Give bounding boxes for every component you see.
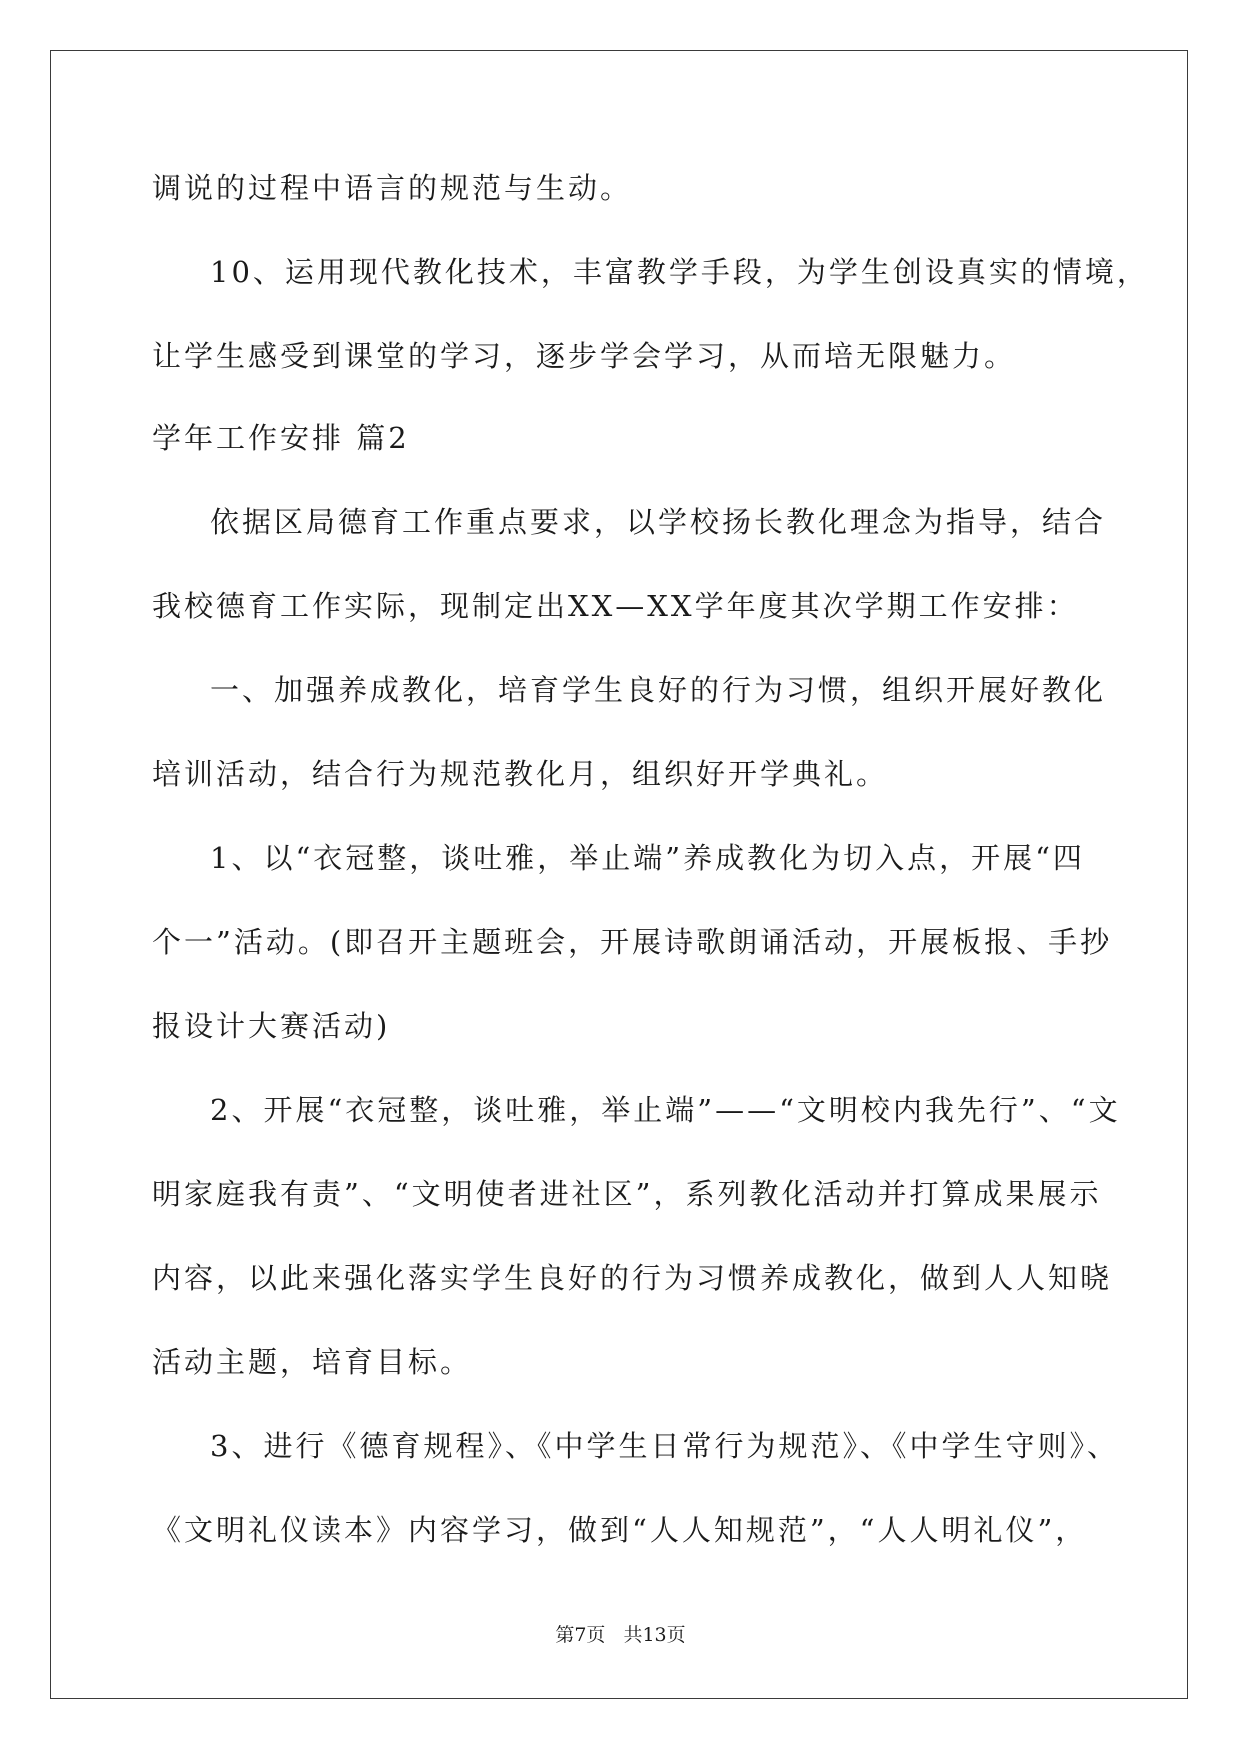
paragraph-line: 报设计大赛活动)	[152, 1009, 391, 1043]
paragraph-line: 培训活动，结合行为规范教化月，组织好开学典礼。	[152, 757, 889, 791]
paragraph-line: 10、运用现代教化技术，丰富教学手段，为学生创设真实的情境，	[210, 255, 1149, 289]
paragraph-line: 1、以“衣冠整，谈吐雅，举止端”养成教化为切入点，开展“四	[210, 841, 1085, 875]
paragraph-line: 依据区局德育工作重点要求，以学校扬长教化理念为指导，结合	[210, 505, 1107, 539]
paragraph-line: 让学生感受到课堂的学习，逐步学会学习，从而培无限魅力。	[152, 339, 1017, 373]
paragraph-line: 内容，以此来强化落实学生良好的行为习惯养成教化，做到人人知晓	[152, 1261, 1113, 1295]
page-number-total: 共13页	[623, 1624, 686, 1646]
paragraph-line: 明家庭我有责”、“文明使者进社区”，系列教化活动并打算成果展示	[152, 1177, 1102, 1211]
paragraph-line: 活动主题，培育目标。	[152, 1345, 473, 1379]
page-footer	[0, 1620, 1241, 1647]
paragraph-line: 个一”活动。(即召开主题班会，开展诗歌朗诵活动，开展板报、手抄	[152, 925, 1113, 959]
section-heading: 学年工作安排 篇2	[152, 421, 410, 455]
paragraph-line: 一、加强养成教化，培育学生良好的行为习惯，组织开展好教化	[210, 673, 1107, 707]
paragraph-line: 《文明礼仪读本》内容学习，做到“人人知规范”，“人人明礼仪”，	[152, 1513, 1088, 1547]
paragraph-line: 调说的过程中语言的规范与生动。	[152, 171, 633, 205]
page-number-current: 第7页	[555, 1624, 606, 1646]
paragraph-line: 2、开展“衣冠整，谈吐雅，举止端”——“文明校内我先行”、“文	[210, 1093, 1121, 1127]
paragraph-line: 3、进行《德育规程》、《中学生日常行为规范》、《中学生守则》、	[210, 1429, 1119, 1463]
paragraph-line: 我校德育工作实际，现制定出XX—XX学年度其次学期工作安排：	[152, 589, 1079, 623]
